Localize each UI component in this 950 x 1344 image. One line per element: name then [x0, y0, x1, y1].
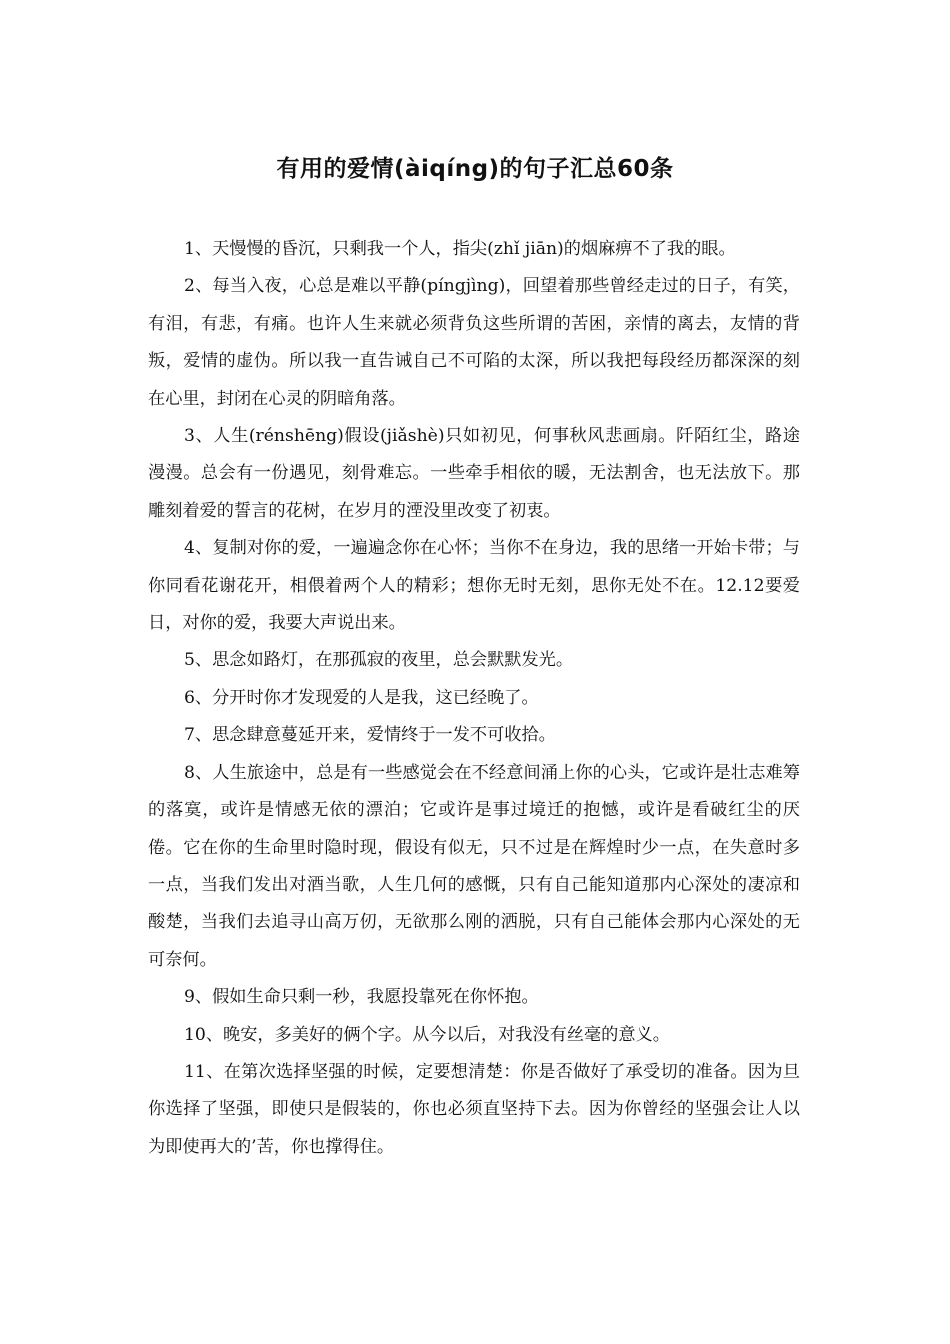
paragraph-5: 5、思念如路灯，在那孤寂的夜里，总会默默发光。 — [184, 650, 574, 671]
paragraph-6: 6、分开时你才发现爱的人是我，这已经晚了。 — [184, 687, 539, 708]
paragraph-8: 8、人生旅途中，总是有一些感觉会在不经意间涌上你的心头，它或许是壮志难筹的落寞，或许是情感无依的漂泊；它或许是事过境迁的抱憾，或许是看破红尘的厌倦。它在你的生命里时隐时现，假设有似无，只不过是在辉煌时少一点，在失意时多一点，当我们发出对酒当歌，人生几何的感慨，只有自己能知道那内心深处的凄凉和酸楚，当我们去追寻山高万仞，无欲那么刚的洒脱，只有自己能体会那内心深处的无可奈何。 — [148, 762, 800, 970]
paragraph-10: 10、晚安，多美好的俩个字。从今以后，对我没有丝毫的意义。 — [184, 1024, 670, 1045]
paragraph-3: 3、人生(rénshēng)假设(jiǎshè)只如初见，何事秋风悲画扇。阡陌红尘，路途漫漫。总会有一份遇见，刻骨难忘。一些牵手相依的暖，无法割舍，也无法放下。那雕刻着爱的誓言的花树，在岁月的湮没里改变了初衷。 — [148, 426, 800, 521]
document-body — [148, 231, 800, 1166]
paragraph-7: 7、思念肆意蔓延开来，爱情终于一发不可收拾。 — [184, 725, 556, 746]
paragraph-11: 11、在第次选择坚强的时候，定要想清楚：你是否做好了承受切的准备。因为旦你选择了坚强，即使只是假装的，你也必须直坚持下去。因为你曾经的坚强会让人以为即使再大的’苦，你也撑得住。 — [148, 1061, 800, 1157]
paragraph-1: 1、天慢慢的昏沉，只剩我一个人，指尖(zhǐ jiān)的烟麻痹不了我的眼。 — [184, 239, 736, 259]
paragraph-4: 4、复制对你的爱，一遍遍念你在心怀；当你不在身边，我的思绪一开始卡带；与你同看花谢花开，相偎着两个人的精彩；想你无时无刻，思你无处不在。12.12要爱日，对你的爱，我要大声说出来。 — [148, 538, 800, 634]
paragraph-2: 2、每当入夜，心总是难以平静(píngjìng)，回望着那些曾经走过的日子，有笑，有泪，有悲，有痛。也许人生来就必须背负这些所谓的苦困，亲情的离去，友情的背叛，爱情的虚伪。所以我一直告诫自己不可陷的太深，所以我把每段经历都深深的刻在心里，封闭在心灵的阴暗角落。 — [148, 276, 800, 409]
document-title: 有用的爱情(àiqíng)的句子汇总60条 — [276, 156, 674, 182]
paragraph-9: 9、假如生命只剩一秒，我愿投靠死在你怀抱。 — [184, 987, 539, 1008]
